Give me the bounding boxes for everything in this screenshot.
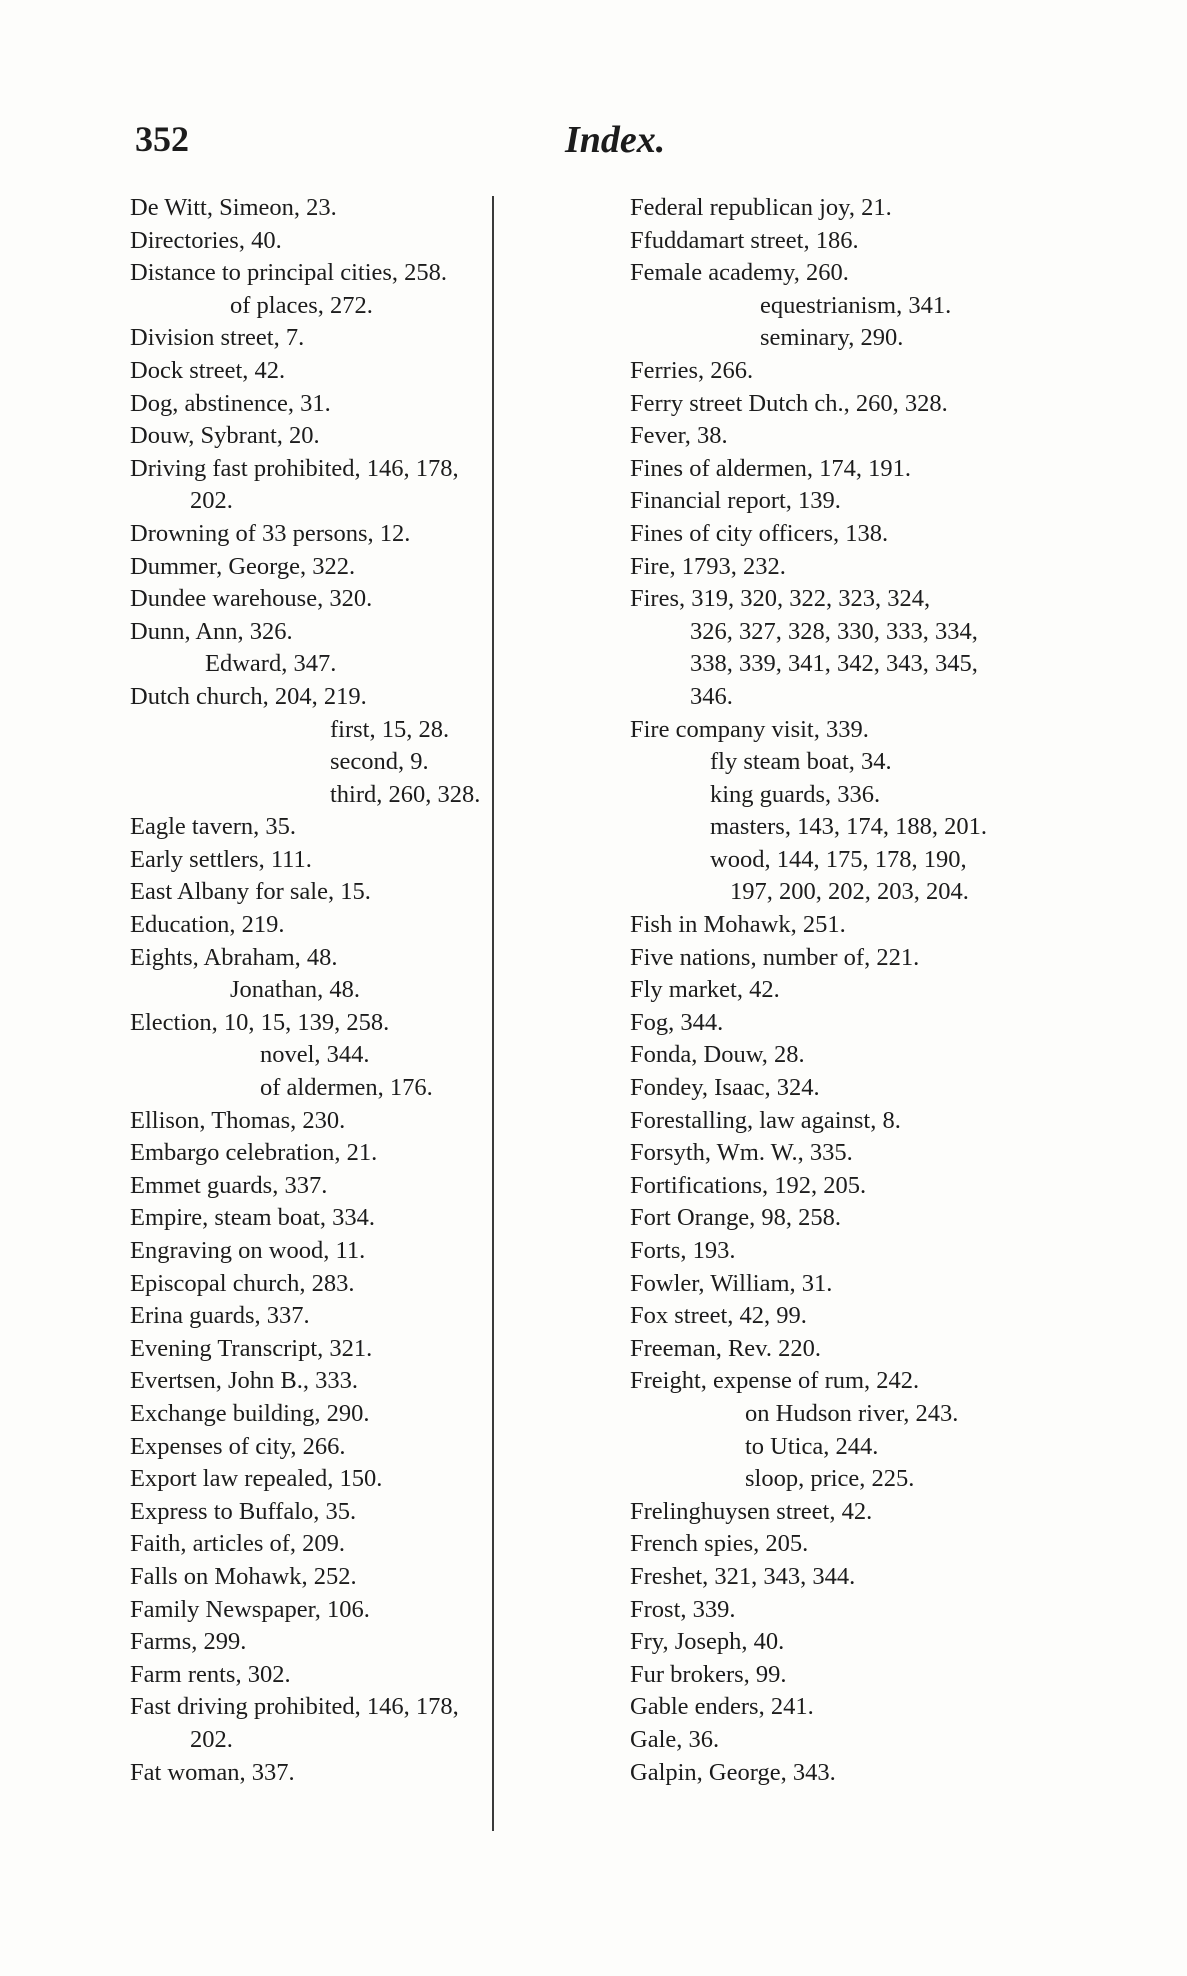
index-entry: Fire company visit, 339. bbox=[630, 715, 869, 743]
index-entry: Expenses of city, 266. bbox=[130, 1432, 346, 1460]
index-subentry: third, 260, 328. bbox=[330, 780, 481, 808]
index-entry: Fat woman, 337. bbox=[130, 1758, 295, 1786]
index-entry: Early settlers, 111. bbox=[130, 845, 312, 873]
index-continuation: 202. bbox=[190, 487, 233, 515]
index-subentry: on Hudson river, 243. bbox=[745, 1399, 959, 1427]
index-entry: Ffuddamart street, 186. bbox=[630, 226, 859, 254]
index-subentry: sloop, price, 225. bbox=[745, 1465, 915, 1493]
index-entry: Fast driving prohibited, 146, 178, bbox=[130, 1693, 459, 1721]
index-entry: Fly market, 42. bbox=[630, 976, 780, 1004]
index-entry: Forts, 193. bbox=[630, 1237, 736, 1264]
index-entry: Evertsen, John B., 333. bbox=[130, 1367, 358, 1395]
index-entry: Driving fast prohibited, 146, 178, bbox=[130, 454, 459, 482]
index-entry: Fever, 38. bbox=[630, 422, 728, 450]
index-entry: Education, 219. bbox=[130, 911, 285, 939]
index-entry: Five nations, number of, 221. bbox=[630, 943, 920, 971]
index-entry: Fowler, William, 31. bbox=[630, 1269, 833, 1297]
index-continuation: 346. bbox=[690, 682, 733, 710]
index-subentry: equestrianism, 341. bbox=[760, 291, 952, 319]
index-entry: Ellison, Thomas, 230. bbox=[130, 1106, 346, 1134]
index-continuation: 338, 339, 341, 342, 343, 345, bbox=[690, 650, 978, 678]
index-entry: Dock street, 42. bbox=[130, 356, 286, 384]
index-entry: Drowning of 33 persons, 12. bbox=[130, 519, 411, 547]
index-entry: Family Newspaper, 106. bbox=[130, 1595, 370, 1623]
index-entry: East Albany for sale, 15. bbox=[130, 878, 371, 906]
index-entry: Fires, 319, 320, 322, 323, 324, bbox=[630, 585, 931, 613]
index-entry: Gable enders, 241. bbox=[630, 1693, 814, 1721]
index-entry: Directories, 40. bbox=[130, 226, 282, 254]
index-entry: Falls on Mohawk, 252. bbox=[130, 1562, 357, 1590]
index-entry: Galpin, George, 343. bbox=[630, 1758, 836, 1786]
index-entry: Eights, Abraham, 48. bbox=[130, 943, 338, 971]
index-subentry: novel, 344. bbox=[260, 1041, 370, 1069]
page-header bbox=[135, 118, 1135, 178]
index-entry: Dummer, George, 322. bbox=[130, 552, 356, 580]
index-entry: Financial report, 139. bbox=[630, 487, 841, 515]
index-entry: De Witt, Simeon, 23. bbox=[130, 194, 337, 221]
index-entry: Federal republican joy, 21. bbox=[630, 194, 892, 221]
index-entry: Fortifications, 192, 205. bbox=[630, 1171, 867, 1199]
running-head: Index. bbox=[565, 119, 666, 161]
index-entry: Fur brokers, 99. bbox=[630, 1660, 787, 1688]
index-entry: Express to Buffalo, 35. bbox=[130, 1497, 357, 1525]
page-number: 352 bbox=[135, 119, 189, 159]
index-entry: Election, 10, 15, 139, 258. bbox=[130, 1008, 390, 1036]
index-entry: Forestalling, law against, 8. bbox=[630, 1106, 901, 1134]
index-entry: Embargo celebration, 21. bbox=[130, 1139, 378, 1167]
index-entry: Episcopal church, 283. bbox=[130, 1269, 355, 1297]
index-subentry: second, 9. bbox=[330, 748, 429, 776]
index-continuation: 326, 327, 328, 330, 333, 334, bbox=[690, 617, 978, 645]
index-entry: Empire, steam boat, 334. bbox=[130, 1204, 375, 1232]
index-entry: Dutch church, 204, 219. bbox=[130, 682, 367, 710]
index-entry: Dundee warehouse, 320. bbox=[130, 585, 373, 613]
index-subentry: to Utica, 244. bbox=[745, 1432, 879, 1460]
index-entry: Exchange building, 290. bbox=[130, 1399, 370, 1427]
index-continuation: 197, 200, 202, 203, 204. bbox=[730, 878, 969, 906]
index-entry: Distance to principal cities, 258. bbox=[130, 259, 448, 287]
index-entry: Fire, 1793, 232. bbox=[630, 552, 786, 580]
index-entry: Fonda, Douw, 28. bbox=[630, 1041, 805, 1069]
index-entry: Faith, articles of, 209. bbox=[130, 1530, 346, 1558]
index-subentry: wood, 144, 175, 178, 190, bbox=[710, 845, 967, 873]
index-subentry: of aldermen, 176. bbox=[260, 1074, 433, 1102]
index-subentry: masters, 143, 174, 188, 201. bbox=[710, 813, 987, 841]
index-entry: Fort Orange, 98, 258. bbox=[630, 1204, 841, 1232]
index-entry: Fines of city officers, 138. bbox=[630, 519, 889, 547]
left-column bbox=[130, 192, 620, 1789]
index-entry: Emmet guards, 337. bbox=[130, 1171, 328, 1199]
index-subentry: first, 15, 28. bbox=[330, 715, 450, 743]
index-entry: Frelinghuysen street, 42. bbox=[630, 1497, 873, 1525]
index-entry: Erina guards, 337. bbox=[130, 1302, 310, 1330]
index-subentry: Jonathan, 48. bbox=[230, 976, 360, 1004]
index-entry: Douw, Sybrant, 20. bbox=[130, 422, 320, 450]
index-subentry: king guards, 336. bbox=[710, 780, 881, 808]
index-entry: Gale, 36. bbox=[630, 1725, 720, 1753]
index-entry: Ferries, 266. bbox=[630, 356, 754, 384]
index-entry: Eagle tavern, 35. bbox=[130, 813, 296, 841]
index-entry: Engraving on wood, 11. bbox=[130, 1237, 366, 1264]
index-entry: Export law repealed, 150. bbox=[130, 1465, 383, 1493]
index-entry: Fog, 344. bbox=[630, 1008, 724, 1036]
index-entry: Freight, expense of rum, 242. bbox=[630, 1367, 920, 1395]
index-entry: Female academy, 260. bbox=[630, 259, 849, 287]
index-entry: Ferry street Dutch ch., 260, 328. bbox=[630, 389, 948, 417]
index-entry: Fox street, 42, 99. bbox=[630, 1302, 807, 1330]
index-entry: Fish in Mohawk, 251. bbox=[630, 911, 846, 939]
index-entry: Dunn, Ann, 326. bbox=[130, 617, 293, 645]
right-column bbox=[630, 192, 1140, 1789]
index-entry: Evening Transcript, 321. bbox=[130, 1334, 373, 1362]
index-subentry: of places, 272. bbox=[230, 291, 373, 319]
index-continuation: 202. bbox=[190, 1725, 233, 1753]
index-entry: Dog, abstinence, 31. bbox=[130, 389, 331, 417]
index-entry: Farm rents, 302. bbox=[130, 1660, 291, 1688]
index-entry: Forsyth, Wm. W., 335. bbox=[630, 1139, 853, 1167]
index-entry: Fondey, Isaac, 324. bbox=[630, 1074, 820, 1102]
index-subentry: seminary, 290. bbox=[760, 324, 904, 352]
index-entry: French spies, 205. bbox=[630, 1530, 809, 1558]
index-subentry: Edward, 347. bbox=[205, 650, 337, 678]
index-subentry: fly steam boat, 34. bbox=[710, 748, 892, 776]
index-entry: Division street, 7. bbox=[130, 324, 305, 352]
index-entry: Freshet, 321, 343, 344. bbox=[630, 1562, 856, 1590]
index-entry: Farms, 299. bbox=[130, 1628, 247, 1656]
index-entry: Fry, Joseph, 40. bbox=[630, 1628, 785, 1656]
index-entry: Frost, 339. bbox=[630, 1595, 736, 1623]
index-entry: Freeman, Rev. 220. bbox=[630, 1334, 821, 1362]
index-entry: Fines of aldermen, 174, 191. bbox=[630, 454, 912, 482]
